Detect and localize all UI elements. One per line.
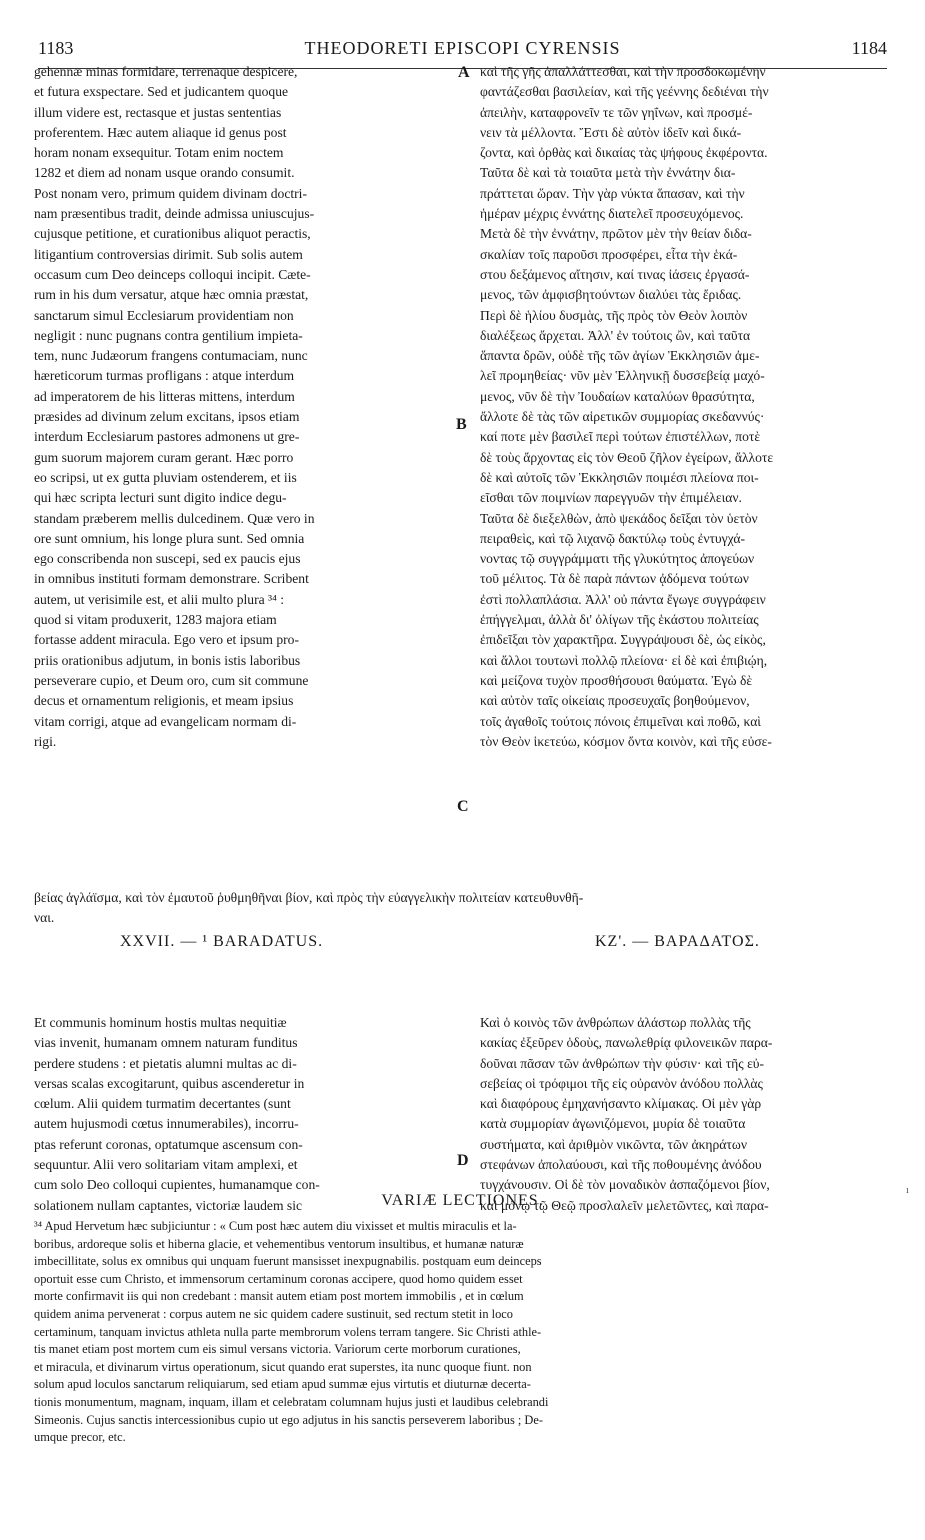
greek-text-line: ζοντα, καὶ ὀρθὰς καὶ δικαίας τὰς ψήφους ἐκφέροντα. <box>480 145 768 161</box>
greek-text-line: καὶ τῆς γῆς ἀπαλλάττεσθαι, καὶ τὴν προσδοκωμένην <box>480 64 766 79</box>
latin-text-line: perdere studens : et pietatis alumni multas ac di- <box>34 1055 297 1071</box>
greek-text-line: καὶ αὐτὸν ταῖς οἰκείαις προσευχαῖς βοηθούμενον, <box>480 693 750 709</box>
greek-text-line: καὶ ἄλλοι τουτωνὶ πολλῷ πλείονα· εἰ δὲ καὶ ἐπιβιῴη, <box>480 652 768 668</box>
greek-text-line: νοντας τῷ συγγράμματι τῆς γλυκύτητος ἀπογεύων <box>480 551 755 567</box>
greek-text-line: ἐπήγγελμαι, ἀλλὰ δι' ὀλίγων τῆς ἑκάστου πολιτείας <box>480 612 759 628</box>
latin-text-line: ego conscribenda non suscepi, sed ex paucis ejus <box>34 551 301 567</box>
latin-text-line: perseverare cupio, et Deum oro, cum sit commune <box>34 672 309 688</box>
greek-text-line: διαλέξεως ἄρχεται. Ἀλλ' ἐν τούτοις ὢν, καὶ ταῦτα <box>480 327 751 343</box>
latin-text-line: sanctarum simul Ecclesiarum providentiam non <box>34 307 294 323</box>
latin-text-line: nam præsentibus tradit, deinde admissa uniuscujus- <box>34 206 315 222</box>
latin-text-line: et futura exspectare. Sed et judicantem quoque <box>34 84 289 100</box>
greek-text-line: σκαλίαν τοῖς παροῦσι προσφέρει, εἶτα τὴν ἑκά- <box>480 246 738 262</box>
greek-section-heading: ΚΖ'. — ΒΑΡΑΔΑΤΟΣ. <box>595 933 760 950</box>
latin-text-line: gehennæ minas formidare, terrenaque despicere, <box>34 64 298 79</box>
greek-text-line: κακίας ἐξεῦρεν ὁδοὺς, πανωλεθρίᾳ φιλονεικῶν παρα- <box>480 1035 773 1051</box>
latin-text-line: horam nonam exsequitur. Totam enim noctem <box>34 145 284 161</box>
latin-text-line: qui hæc scripta lecturi sunt digito indice degu- <box>34 490 287 506</box>
variae-lectiones-notes <box>34 1218 894 1447</box>
greek-text-line: εῖσθαι τῶν ποιμνίων παρεγγυῶν τὴν ἐπιμέλειαν. <box>480 490 742 506</box>
latin-text-line: cujusque petitione, et curationibus aliquot peractis, <box>34 226 311 242</box>
latin-text-line: illum videre est, rectasque et justas sententias <box>34 104 282 120</box>
greek-column-bottom <box>480 1013 895 1216</box>
latin-text-line: rigi. <box>34 733 57 749</box>
greek-text-line: Μετὰ δὲ τὴν ἐννάτην, πρῶτον μὲν τὴν θείαν διδα- <box>480 226 752 242</box>
note-line: imbecillitate, solus ex omnibus qui unquam fuerunt mansisset inexpugnabilis. postquam eum deinceps <box>34 1254 542 1269</box>
greek-text-line: πράττεται ὥραν. Τὴν γὰρ νύκτα ἅπασαν, καὶ τὴν <box>480 185 745 201</box>
latin-text-line: Et communis hominum hostis multas nequitiæ <box>34 1015 287 1030</box>
latin-text-line: ad imperatorem de his litteras mittens, interdum <box>34 388 295 404</box>
greek-text-line: καὶ μόνῳ τῷ Θεῷ προσλαλεῖν μελετῶντες, καὶ παρα- <box>480 1197 769 1213</box>
greek-full-width-continuation <box>34 888 894 928</box>
latin-text-line: versas scalas excogitarunt, quibus ascenderetur in <box>34 1075 305 1091</box>
greek-text-line: μενος, τῶν ἀμφισβητούντων διαλύει τὰς ἔριδας. <box>480 287 742 303</box>
latin-text-line: standam præberem mellis dulcedinem. Quæ vero in <box>34 510 315 526</box>
greek-text-line: λεῖ προμηθείας· νῦν μὲν Ἑλληνικῇ δυσσεβείᾳ μαχό- <box>480 368 765 384</box>
latin-text-line: fortasse addent miracula. Ego vero et ipsum pro- <box>34 632 299 648</box>
latin-text-line: præsides ad divinum zelum excitans, ipsos etiam <box>34 409 300 425</box>
latin-text-line: cœlum. Alii quidem turmatim decertantes (sunt <box>34 1096 291 1112</box>
latin-text-line: ptas referunt coronas, optatumque ascensum con- <box>34 1136 303 1152</box>
latin-text-line: autem hujusmodi cœtus innumerabiles), incorru- <box>34 1116 299 1132</box>
greek-text-line: καὶ διαφόρους ἐμηχανήσαντο κλίμακας. Οἱ μὲν γὰρ <box>480 1096 762 1112</box>
page-number-left: 1183 <box>38 38 74 58</box>
note-line: solum apud loculos sanctarum reliquiarum, sed etiam apud summæ ejus virtutis et diuturnæ decerta- <box>34 1377 531 1392</box>
greek-text-line: ἐστὶ πολλαπλάσια. Ἀλλ' οὐ πάντα ἔγωγε συγγράφειν <box>480 591 766 607</box>
latin-text-line: vitam corrigi, atque ad evangelicam normam di- <box>34 713 297 729</box>
greek-text-line: δοῦναι πᾶσαν τῶν ἀνθρώπων τὴν φύσιν· καὶ τῆς εὐ- <box>480 1055 765 1071</box>
greek-text-line: στου δεξάμενος αἴτησιν, καί τινας ἰάσεις ἐργασά- <box>480 266 750 282</box>
greek-text-line: κατὰ συμμορίαν ἀγωνιζόμενοι, μυρία δὲ τοιαῦτα <box>480 1116 746 1132</box>
running-title: THEODORETI EPISCOPI CYRENSIS <box>304 38 621 58</box>
greek-text-line: σεβείας οἱ τρόφιμοι τῆς εἰς οὐρανὸν ἀνόδου πολλὰς <box>480 1075 763 1091</box>
greek-text-line: Ταῦτα δὲ διεξελθὼν, ἀπὸ ψεκάδος δεῖξαι τὸν ὑετὸν <box>480 510 758 526</box>
latin-text-line: cum solo Deo colloqui cupientes, humanamque con- <box>34 1177 320 1193</box>
greek-text-line: δὲ καὶ αὐτοῖς τῶν Ἐκκλησιῶν ποιμέσι πλείονα ποι- <box>480 469 759 485</box>
greek-text-line: ἀπειλὴν, καταφρονεῖν τε τῶν γηΐνων, καὶ προσμέ- <box>480 104 753 120</box>
greek-text-line: ἅπαντα δρῶν, οὐδὲ τῆς τῶν ἁγίων Ἐκκλησιῶν ἀμε- <box>480 348 760 364</box>
margin-marker-b: B <box>456 416 467 433</box>
greek-text-line: καὶ μείζονα τυχὸν προσθήσουσι θαύματα. Ἐγὼ δὲ <box>480 672 753 688</box>
latin-text-line: tem, nunc Judæorum frangens contumaciam, nunc <box>34 348 308 364</box>
greek-text-line: τοῦ μέλιτος. Τὰ δὲ παρὰ πάντων ᾀδόμενα τούτων <box>480 571 749 587</box>
latin-column-bottom <box>34 1013 452 1216</box>
greek-text-line: ἄλλοτε δὲ τὰς τῶν αἱρετικῶν συμμορίας σκεδαννύς· <box>480 409 765 425</box>
note-line: et miracula, et divinarum virtus operationum, sicut quando erat superstes, ita nunc quoque fiunt. non <box>34 1359 532 1374</box>
greek-text-line: Περὶ δὲ ἡλίου δυσμὰς, τῆς πρὸς τὸν Θεὸν λοιπὸν <box>480 307 748 323</box>
latin-text-line: quod si vitam produxerit, 1283 majora etiam <box>34 612 277 628</box>
latin-section-heading: XXVII. — ¹ BARADATUS. <box>120 933 324 950</box>
latin-text-line: hæreticorum turmas profligans : atque interdum <box>34 368 295 384</box>
greek-text-line: φαντάζεσθαι βασιλείαν, καὶ τῆς γεέννης δεδιέναι τὴν <box>480 84 769 100</box>
greek-text-line: Ταῦτα δὲ καὶ τὰ τοιαῦτα μετὰ τὴν ἐννάτην δια- <box>480 165 736 181</box>
latin-text-line: in omnibus instituti formam demonstrare. Scribent <box>34 571 309 587</box>
greek-text-line: στεφάνων ἀπολαύουσι, καὶ τῆς ποθουμένης ἀνόδου <box>480 1157 762 1173</box>
latin-text-line: gum suorum majorem curam gerant. Hæc porro <box>34 449 294 465</box>
note-line: morte confirmavit iis qui non credebant : mansit autem etiam post mortem immobilis , et in cœlum <box>34 1289 524 1304</box>
latin-text-line: sequuntur. Alii vero solitariam vitam amplexi, et <box>34 1157 298 1173</box>
latin-text-line: negligit : nunc pugnans contra gentilium impieta- <box>34 327 303 343</box>
latin-text-line: solationem nullam captantes, victoriæ laudem sic <box>34 1197 303 1213</box>
note-line: certaminum, tanquam invictus athleta nulla parte membrorum volens terram tangere. Sic Christi athle- <box>34 1324 542 1339</box>
greek-text-line: δὲ τοὺς ἄρχοντας εἰς τὸν Θεοῦ ζῆλον ἐγείρων, ἄλλοτε <box>480 449 774 465</box>
latin-text-line: eo scripsi, ut ex gutta pluviam ostenderem, et iis <box>34 469 297 485</box>
latin-text-line: proferentem. Hæc autem aliaque id genus post <box>34 124 287 140</box>
note-line: ³⁴ Apud Hervetum hæc subjiciuntur : « Cum post hæc autem diu vixisset et multis miraculis et la- <box>34 1219 517 1233</box>
greek-text-line: ἐπιδεῖξαι τὸν χαρακτῆρα. Συγγράψουσι δὲ, ὡς εἰκὸς, <box>480 632 766 648</box>
page-number-right: 1184 <box>851 38 887 58</box>
greek-text-line: τοῖς ἀγαθοῖς τούτοις πόνοις ἐπιμεῖναι καὶ ποθῶ, καὶ <box>480 713 761 729</box>
latin-text-line: ore sunt omnium, his longe plura sunt. Sed omnia <box>34 530 305 546</box>
greek-text-line: Καὶ ὁ κοινὸς τῶν ἀνθρώπων ἀλάστωρ πολλὰς τῆς <box>480 1015 751 1030</box>
note-line: tionis monumentum, magnam, inquam, illam et celebratam columnam hujus justi et laudibus celebrandi <box>34 1394 549 1409</box>
latin-column-top <box>34 62 452 752</box>
note-line: tis manet etiam post mortem cum eis simul versans victoria. Variorum certe morborum curationes, <box>34 1342 521 1357</box>
greek-column-top <box>480 62 895 752</box>
greek-text-line: τὸν Θεὸν ἱκετεύω, κόσμον ὄντα κοινὸν, καὶ τῆς εὐσε- <box>480 733 772 749</box>
latin-text-line: decus et ornamentum religionis, et meam ipsius <box>34 693 294 709</box>
edge-mark: ı <box>906 1185 909 1196</box>
margin-marker-c: C <box>457 798 469 815</box>
note-line: Simeonis. Cujus sanctis intercessionibus cupio ut ego adjutus in his sanctis perseverem laboribus ; De- <box>34 1412 543 1427</box>
latin-text-line: interdum Ecclesiarum pastores admonens ut gre- <box>34 429 300 445</box>
greek-text-line: συστήματα, καὶ ἀριθμὸν νικῶντα, τῶν ἀκηράτων <box>480 1136 747 1152</box>
latin-text-line: Post nonam vero, primum quidem divinam doctri- <box>34 185 307 201</box>
greek-text-line: ναι. <box>34 910 55 925</box>
margin-marker-a: A <box>458 64 470 81</box>
greek-text-line: μενος, νῦν δὲ τὴν Ἰουδαίων καταλύων θρασύτητα, <box>480 388 755 404</box>
latin-text-line: vias invenit, humanam omnem naturam funditus <box>34 1035 298 1051</box>
note-line: umque precor, etc. <box>34 1430 126 1445</box>
greek-text-line: πειραθεὶς, καὶ τῷ λιχανῷ δακτύλῳ τοὺς ἐντυγχά- <box>480 530 746 546</box>
note-line: boribus, ardoreque solis et hiberna glacie, et vehementibus ventorum insultibus, et humanæ naturæ <box>34 1236 524 1251</box>
note-line: quidem anima pervenerat : corpus autem ne sic quidem cadere sustinuit, sed rectum stetit in loco <box>34 1306 513 1321</box>
greek-text-line: τυγχάνουσιν. Οἱ δὲ τὸν μοναδικὸν ἀσπαζόμενοι βίον, <box>480 1177 770 1193</box>
greek-text-line: βείας ἀγλάϊσμα, καὶ τὸν ἐμαυτοῦ ῥυθμηθῆναι βίον, καὶ πρὸς τὴν εὐαγγελικὴν πολιτείαν κατευθυνθῆ- <box>34 890 584 905</box>
latin-text-line: 1282 et diem ad nonam usque orando consumit. <box>34 165 295 181</box>
note-line: oportuit esse cum Christo, et immensorum certaminum coronas accipere, quod homo quidem esset <box>34 1271 523 1286</box>
latin-text-line: rum in his dum versatur, atque hæc omnia præstat, <box>34 287 309 303</box>
latin-text-line: autem, ut verisimile est, et alii multo plura ³⁴ : <box>34 591 285 607</box>
margin-marker-d: D <box>457 1152 469 1169</box>
latin-text-line: litigantium controversias dirimit. Sub solis autem <box>34 246 303 262</box>
greek-text-line: νειν τὰ μέλλοντα. Ἔστι δὲ αὐτὸν ἰδεῖν καὶ δικά- <box>480 124 742 140</box>
latin-text-line: occasum cum Deo deinceps colloqui incipit. Cæte- <box>34 266 311 282</box>
latin-text-line: priis orationibus adjutum, in bonis istis laboribus <box>34 652 301 668</box>
greek-text-line: καί ποτε μὲν βασιλεῖ περὶ τούτων ἐπιστέλλων, ποτὲ <box>480 429 761 445</box>
variae-lectiones-heading: VARIÆ LECTIONES. <box>381 1192 544 1209</box>
greek-text-line: ἡμέραν μέχρις ἐννάτης διατελεῖ προσευχόμενος. <box>480 206 744 222</box>
